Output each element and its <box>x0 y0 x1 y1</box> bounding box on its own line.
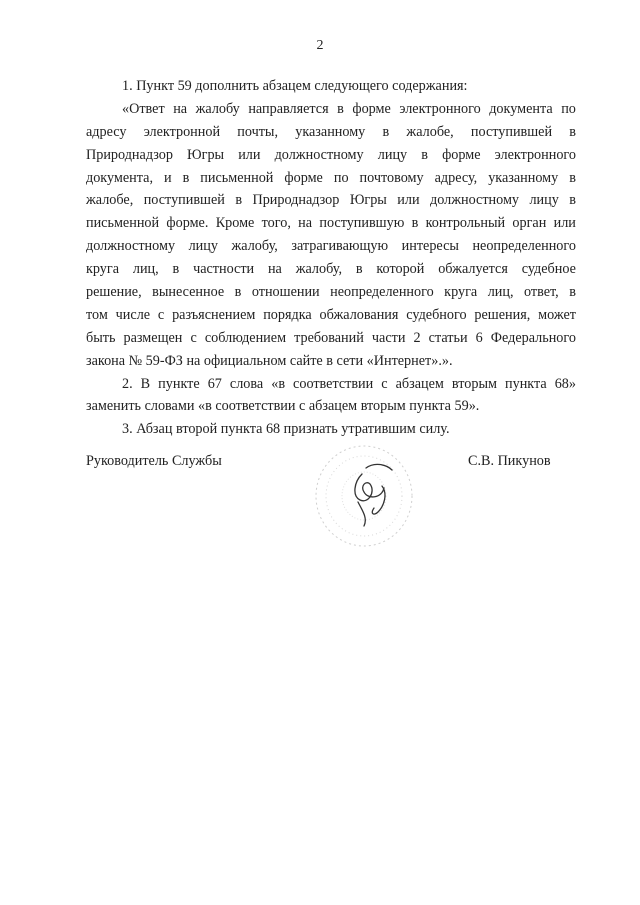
stamp-signature-image <box>304 434 434 554</box>
item-1-line: 1. Пункт 59 дополнить абзацем следующего содержания: <box>122 78 468 94</box>
text-line: том числе с разъяснением порядка обжалования судебного решения, может <box>86 306 576 323</box>
signatory-position: Руководитель Службы <box>86 453 222 469</box>
page-number: 2 <box>316 38 324 53</box>
text-line: адресу электронной почты, указанному в жалобе, поступившей в <box>86 123 576 140</box>
stamp-seal-icon <box>316 446 412 546</box>
text-line: письменной форме. Кроме того, на поступившую в контрольный орган или <box>86 215 576 232</box>
handwritten-signature-icon <box>355 464 392 526</box>
text-line: должностному лицу жалобу, затрагивающую интересы неопределенного <box>86 238 576 255</box>
text-line: закона № 59-ФЗ на официальном сайте в сети «Интернет».». <box>86 352 453 369</box>
text-line: жалобе, поступившей в Природнадзор Югры или должностному лицу в <box>86 192 576 209</box>
body-text <box>86 75 576 441</box>
item-2-line: 2. В пункте 67 слова «в соответствии с абзацем вторым пункта 68» <box>122 375 576 392</box>
text-line: документа, и в письменной форме по почтовому адресу, указанному в <box>86 169 576 186</box>
text-line: круга лиц, в частности на жалобу, в которой обжалуется судебное <box>86 261 576 278</box>
text-line: решение, вынесенное в отношении неопределенного круга лиц, ответ, в <box>86 284 576 301</box>
signatory-name: С.В. Пикунов <box>468 453 551 469</box>
text-line: «Ответ на жалобу направляется в форме электронного документа по <box>122 100 576 117</box>
text-line: заменить словами «в соответствии с абзацем вторым пункта 59». <box>86 398 480 415</box>
text-line: быть размещен с соблюдением требований части 2 статьи 6 Федерального <box>86 329 576 346</box>
text-line: Природнадзор Югры или должностному лицу в форме электронного <box>86 146 576 163</box>
item-3-line: 3. Абзац второй пункта 68 признать утратившим силу. <box>122 421 450 438</box>
